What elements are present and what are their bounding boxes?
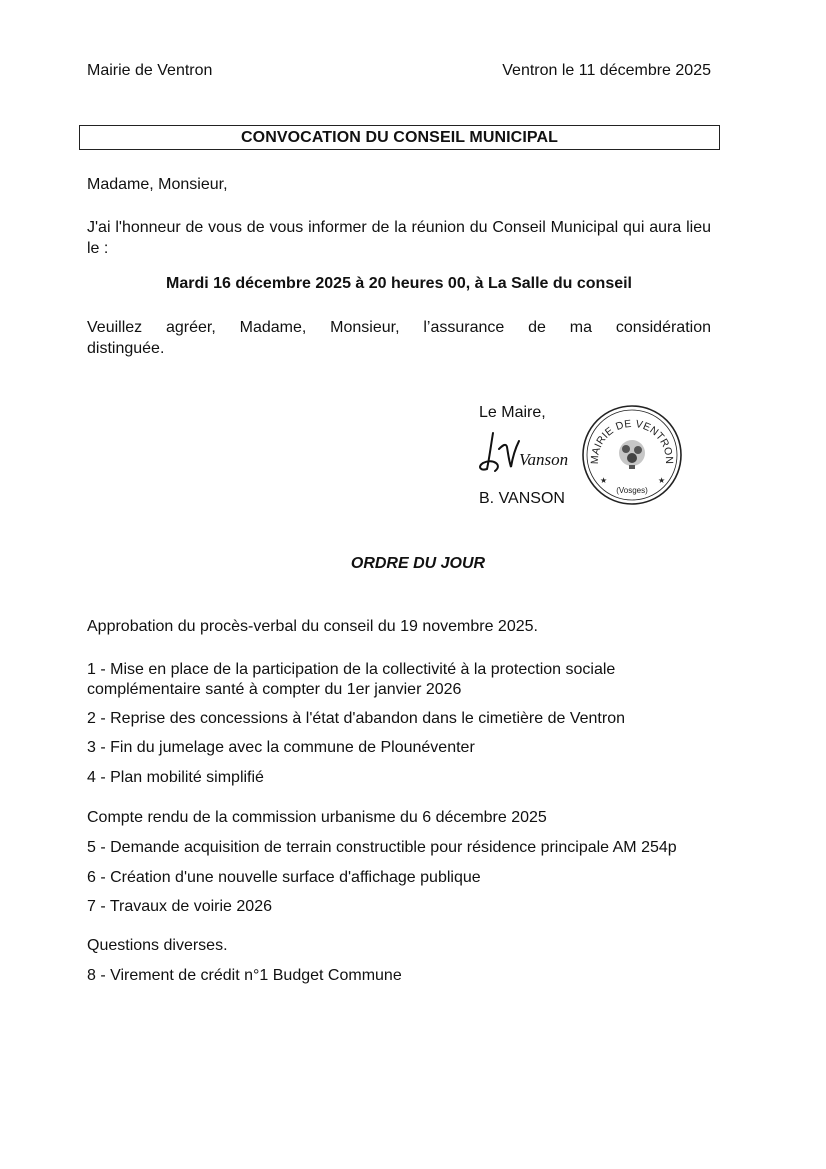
approval-line: Approbation du procès-verbal du conseil du 19 novembre 2025. — [87, 618, 538, 635]
agenda-item: 3 - Fin du jumelage avec la commune de Plounéventer — [87, 739, 475, 756]
agenda-item: 5 - Demande acquisition de terrain constructible pour résidence principale AM 254p — [87, 839, 677, 856]
closing-paragraph — [87, 317, 711, 359]
agenda-item: 4 - Plan mobilité simplifié — [87, 769, 264, 786]
stamp-text-bottom: (Vosges) — [616, 486, 648, 495]
agenda-item: 8 - Virement de crédit n°1 Budget Commune — [87, 967, 402, 984]
signer-title: Le Maire, — [479, 404, 546, 421]
meeting-details: Mardi 16 décembre 2025 à 20 heures 00, à La Salle du conseil — [165, 275, 632, 292]
place-date: Ventron le 11 décembre 2025 — [502, 62, 711, 79]
salutation: Madame, Monsieur, — [87, 176, 228, 193]
coat-of-arms-icon — [619, 440, 645, 469]
signer-name: B. VANSON — [479, 490, 565, 507]
closing-line-2: distinguée. — [87, 340, 165, 357]
agenda-item: 2 - Reprise des concessions à l'état d'abandon dans le cimetière de Ventron — [87, 710, 625, 727]
signature — [473, 425, 583, 480]
title-box — [79, 125, 720, 150]
questions-line: Questions diverses. — [87, 937, 228, 954]
stamp-text-top: MAIRIE DE VENTRON — [588, 417, 676, 465]
sender-name: Mairie de Ventron — [87, 62, 213, 79]
svg-text:★: ★ — [658, 476, 666, 485]
intro-paragraph: J'ai l'honneur de vous de vous informer de la réunion du Conseil Municipal qui aura lieu le : — [87, 219, 711, 257]
agenda-item: 6 - Création d'une nouvelle surface d'affichage publique — [87, 869, 481, 886]
agenda-title: ORDRE DU JOUR — [350, 555, 486, 572]
document-title: CONVOCATION DU CONSEIL MUNICIPAL — [241, 129, 558, 146]
mairie-stamp — [580, 405, 684, 505]
report-line: Compte rendu de la commission urbanisme du 6 décembre 2025 — [87, 809, 547, 826]
signature-text: Vanson — [519, 450, 569, 469]
closing-line-1: Veuillez agréer, Madame, Monsieur, l’assurance de ma considération — [87, 319, 711, 336]
svg-text:★: ★ — [600, 476, 608, 485]
agenda-item: 1 - Mise en place de la participation de la collectivité à la protection sociale complémentaire santé à compter du 1er janvier 2026 — [87, 661, 616, 698]
agenda-item: 7 - Travaux de voirie 2026 — [87, 898, 272, 915]
